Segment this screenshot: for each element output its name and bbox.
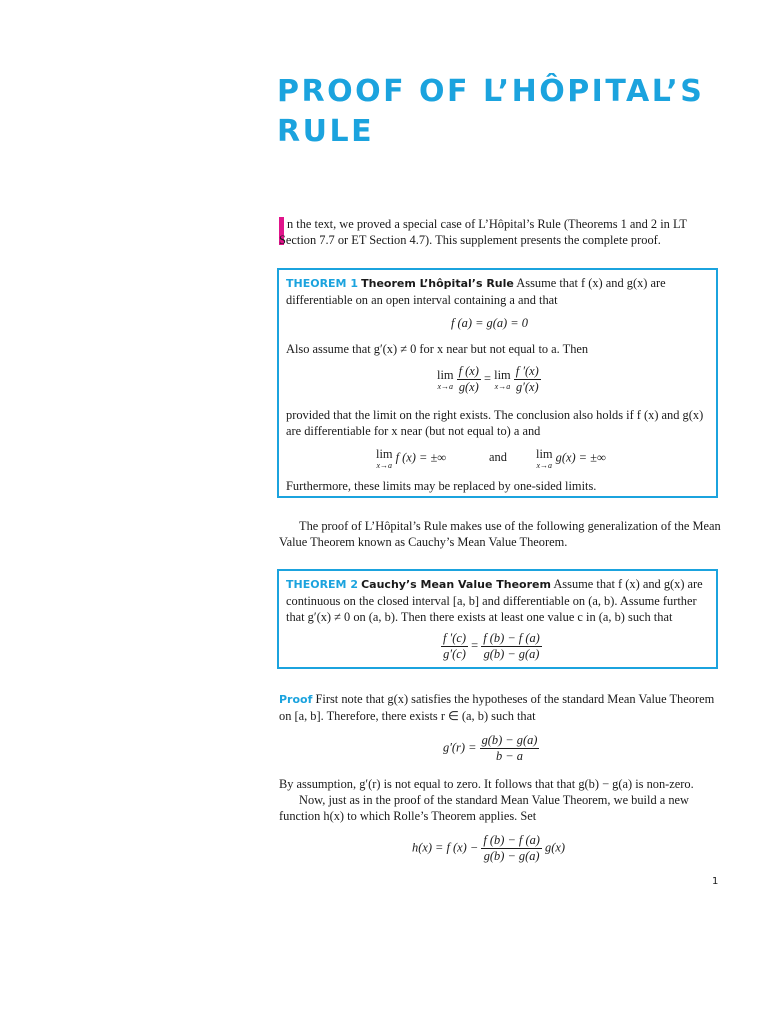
proof-equation-mvt: g′(r) = $\frac{g(b) - g(a)}{b - a}$ xyxy=(443,733,538,763)
proof-equation-h: h(x) = f (x) − $\frac{f (b) - f (a)}{g(b) - g(a)}$ g(x) xyxy=(412,833,565,863)
page-title xyxy=(277,72,737,152)
proof-paragraph-3: Now, just as in the proof of the standard Mean Value Theorem, we build a new function h(x) to which Rolle’s Theorem applies. Set xyxy=(279,793,689,823)
theorem-2-statement xyxy=(286,576,711,625)
fraction-fprime-over-gprime: $\frac{f '(x)}{g'(x)}$ xyxy=(515,364,539,394)
lim-operator-1: lim x→a xyxy=(437,368,454,391)
title-line-2: RULE xyxy=(277,114,375,149)
fraction-f-over-g: $\frac{f (x)}{g(x)}$ xyxy=(458,364,479,394)
theorem-1-and: and xyxy=(489,450,507,464)
theorem-2-box xyxy=(277,569,718,669)
proof-label: Proof xyxy=(279,693,313,706)
theorem-1-text: Assume that f (x) and g(x) are differentiable on an open interval containing a and that xyxy=(286,276,666,307)
lim-operator-2: lim x→a xyxy=(494,368,511,391)
theorem-1-statement xyxy=(286,275,711,308)
proof-paragraph-1: Proof First note that g(x) satisfies the hypotheses of the standard Mean Value Theorem on [a, b]. Therefore, there exists r ∈ (a, b) such that xyxy=(279,692,715,723)
bridge-paragraph: The proof of L’Hôpital’s Rule makes use of the following generalization of the Mean Value Theorem known as Cauchy’s Mean Value Theorem. xyxy=(279,519,721,549)
theorem-1-eq-1: f (a) = g(a) = 0 xyxy=(451,316,528,330)
theorem-1-mid-text: Also assume that g′(x) ≠ 0 for x near but not equal to a. Then xyxy=(286,342,589,356)
theorem-1-infinite-limit-f: lim x→a f (x) = ±∞ xyxy=(376,447,447,470)
intro-paragraph: n the text, we proved a special case of L’Hôpital’s Rule (Theorems 1 and 2 in LT Section 7.7 or ET Section 4.7). This supplement presents the complete proof. xyxy=(279,217,687,247)
theorem-1-tag: THEOREM 1 xyxy=(286,277,358,290)
theorem-1-infinite-limit-g: lim x→a g(x) = ±∞ xyxy=(536,447,606,470)
theorem-2-equation: $\frac{f '(c)}{g'(c)}$ = $\frac{f (b) - f (a)}{g(b) - g(a)}$ xyxy=(443,631,540,661)
theorem-1-name: Theorem L’hôpital’s Rule xyxy=(361,277,514,290)
theorem-1-after-text: provided that the limit on the right exists. The conclusion also holds if f (x) and g(x) are differentiable for x near (but not equal to) a and xyxy=(286,408,704,438)
theorem-1-closing: Furthermore, these limits may be replaced by one-sided limits. xyxy=(286,479,597,493)
theorem-2-tag: THEOREM 2 xyxy=(286,578,358,591)
theorem-1-limit-equation: lim x→a $\frac{f (x)}{g(x)}$ = lim x→a $\frac{f '(x)}{g'(x)}$ xyxy=(437,364,539,394)
theorem-2-text: Assume that f (x) and g(x) are continuous on the closed interval [a, b] and differentiable on (a, b). Assume further that g′(x) ≠ 0 on (a, b). Then there exists at least one value c in (a, b) such that xyxy=(286,577,703,624)
theorem-2-name: Cauchy’s Mean Value Theorem xyxy=(361,578,551,591)
title-line-1: PROOF OF L’HÔPITAL’S xyxy=(277,74,705,109)
page-number: 1 xyxy=(712,876,719,887)
proof-paragraph-2: By assumption, g′(r) is not equal to zero. It follows that that g(b) − g(a) is non-zero. xyxy=(279,777,694,791)
theorem-1-box xyxy=(277,268,718,498)
